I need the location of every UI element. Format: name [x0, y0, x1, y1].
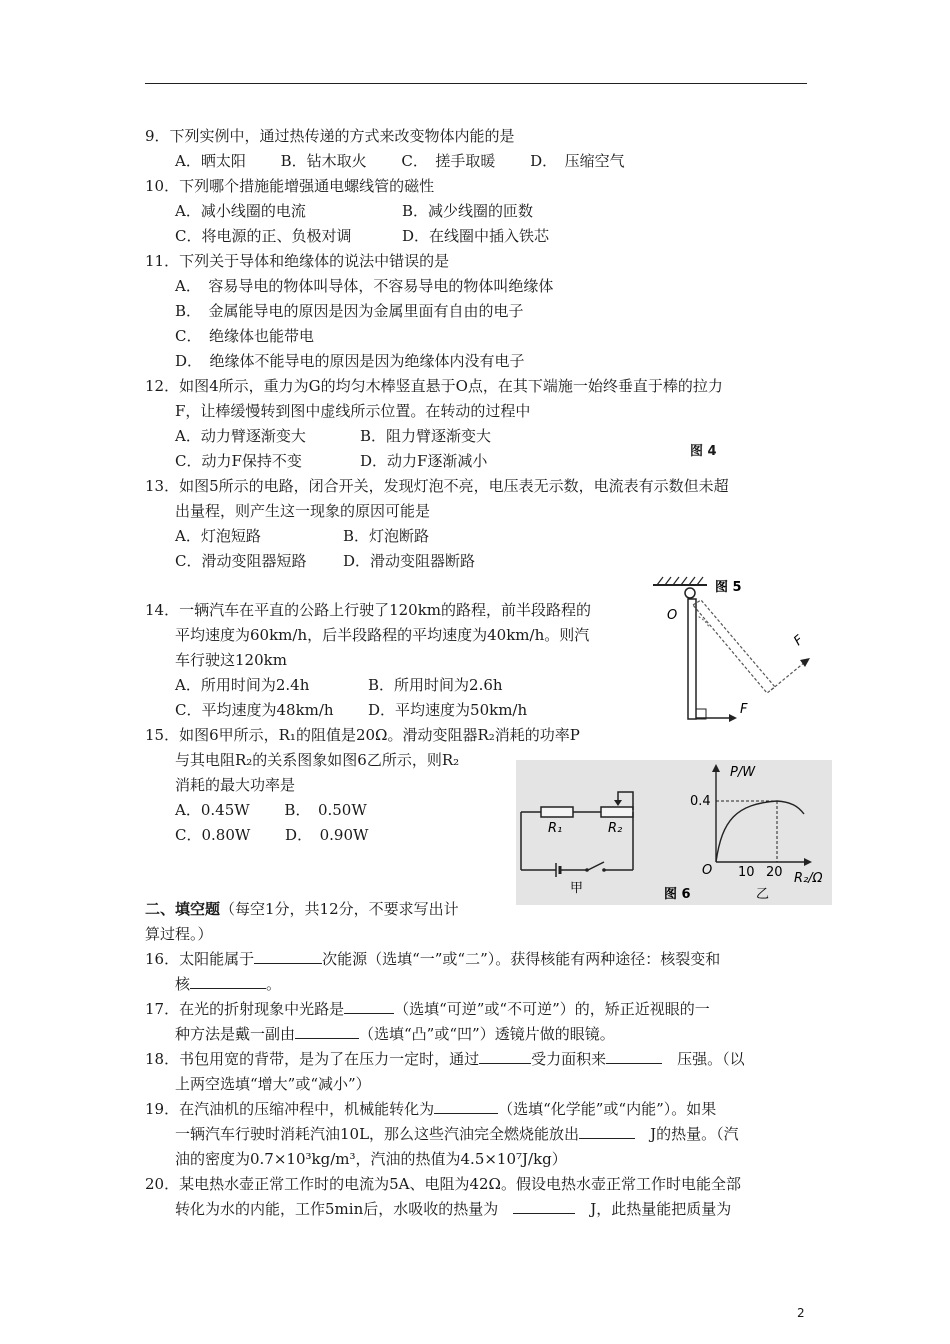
q10-option-d: D．在线圈中插入铁芯 [402, 227, 550, 245]
q16-line-1 [145, 949, 720, 969]
q17-line-1 [145, 999, 710, 1019]
y-axis-label: P/W [730, 765, 756, 780]
q14-option-a: A．所用时间为2.4h [175, 676, 310, 694]
force-f-label-rotated: F [791, 632, 807, 650]
q14-stem-3: 车行驶这120km [175, 651, 287, 669]
q14-stem-1: 14．一辆汽车在平直的公路上行驶了120km的路程，前半段路程的 [145, 601, 592, 619]
q19-line-2 [175, 1124, 739, 1144]
q20-blank-1[interactable] [513, 1199, 575, 1214]
q20-text-b: 转化为水的内能，工作5min后，水吸收的热量为 [175, 1200, 514, 1218]
q14-option-b: B．所用时间为2.6h [368, 676, 503, 694]
x-tick-label-20: 20 [766, 865, 783, 880]
q13-stem-2: 出量程，则产生这一现象的原因可能是 [175, 502, 431, 520]
q11-option-b: B． 金属能导电的原因是因为金属里面有自由的电子 [175, 302, 524, 320]
q20-line-1: 20．某电热水壶正常工作时的电流为5A、电阻为42Ω。假设电热水壶正常工作时电能全部 [145, 1175, 741, 1193]
page-number: 2 [797, 1306, 805, 1320]
q20-text-c: J，此热量能把质量为 [575, 1200, 732, 1218]
q17-line-2 [175, 1024, 615, 1044]
q10-option-c: C．将电源的正、负极对调 [175, 227, 352, 245]
q12-option-c: C．动力F保持不变 [175, 452, 302, 470]
q19-text-a: 19．在汽油机的压缩冲程中，机械能转化为 [145, 1100, 435, 1118]
q12-option-b: B．阻力臂逐渐变大 [360, 427, 492, 445]
q19-blank-2[interactable] [579, 1124, 635, 1139]
q14-option-c: C．平均速度为48km/h [175, 701, 334, 719]
q11-option-c: C． 绝缘体也能带电 [175, 327, 314, 345]
x-axis-label: R₂/Ω [794, 871, 823, 886]
q13-stem-1: 13．如图5所示的电路，闭合开关，发现灯泡不亮，电压表无示数，电流表有示数但未超 [145, 477, 729, 495]
q18-line-1 [145, 1049, 745, 1069]
q9-options: A．晒太阳 B．钻木取火 C． 搓手取暖 D． 压缩空气 [175, 152, 625, 170]
q19-line-1 [145, 1099, 716, 1119]
q18-blank-1[interactable] [479, 1049, 531, 1064]
q18-text-c: 压强。（以 [662, 1050, 745, 1068]
q19-line-3: 油的密度为0.7×10³kg/m³，汽油的热值为4.5×10⁷J/kg） [175, 1150, 567, 1168]
q15-stem-3: 消耗的最大功率是 [175, 776, 296, 794]
r1-label: R₁ [548, 821, 563, 836]
q19-text-b: （选填“化学能”或“内能”）。如果 [498, 1100, 717, 1118]
q10-stem: 10．下列哪个措施能增强通电螺线管的磁性 [145, 177, 435, 195]
q13-option-c: C．滑动变阻器短路 [175, 552, 307, 570]
q16-line-2 [175, 974, 281, 994]
q15-options-cd: C．0.80W D． 0.90W [175, 826, 369, 844]
q16-blank-1[interactable] [254, 949, 322, 964]
q10-option-a: A．减小线圈的电流 [175, 202, 306, 220]
q12-stem-2: F，让棒缓慢转到图中虚线所示位置。在转动的过程中 [175, 402, 531, 420]
figure-4-label: 图 4 [690, 444, 717, 459]
q11-stem: 11．下列关于导体和绝缘体的说法中错误的是 [145, 252, 450, 270]
force-f-label-bottom: F [740, 702, 748, 717]
header-rule [145, 83, 807, 84]
q19-text-c: 一辆汽车行驶时消耗汽油10L，那么这些汽油完全燃烧能放出 [175, 1125, 580, 1143]
section-2-title: 二、填空题 [145, 900, 221, 918]
q9-stem: 9．下列实例中，通过热传递的方式来改变物体内能的是 [145, 127, 515, 145]
point-o-label: O [667, 608, 678, 623]
q12-option-d: D．动力F逐渐减小 [360, 452, 488, 470]
q17-text-d: （选填“凸”或“凹”）透镜片做的眼镜。 [359, 1025, 615, 1043]
q12-stem-1: 12．如图4所示，重力为G的均匀木棒竖直悬于O点，在其下端施一始终垂直于棒的拉力 [145, 377, 723, 395]
q16-text-a: 16．太阳能属于 [145, 950, 255, 968]
figure-5-label: 图 5 [715, 580, 742, 595]
q10-option-b: B．减少线圈的匝数 [402, 202, 534, 220]
q14-stem-2: 平均速度为60km/h，后半段路程的平均速度为40km/h。则汽 [175, 626, 590, 644]
q17-blank-1[interactable] [344, 999, 394, 1014]
q19-blank-1[interactable] [434, 1099, 498, 1114]
q12-option-a: A．动力臂逐渐变大 [175, 427, 306, 445]
figure-6-circuit-and-graph [516, 760, 832, 905]
q13-option-d: D．滑动变阻器断路 [343, 552, 476, 570]
q15-options-ab: A．0.45W B． 0.50W [175, 801, 367, 819]
q16-text-d: 。 [266, 975, 282, 993]
q16-text-c: 核 [175, 975, 191, 993]
q16-blank-2[interactable] [190, 974, 266, 989]
jia-label: 甲 [570, 881, 584, 896]
q16-text-b: 次能源（选填“一”或“二”）。获得核能有两种途径：核裂变和 [322, 950, 721, 968]
q15-stem-2: 与其电阻R₂的关系图象如图6乙所示，则R₂ [175, 751, 460, 769]
figure-6-label: 图 6 [664, 887, 691, 902]
q17-text-a: 17．在光的折射现象中光路是 [145, 1000, 345, 1018]
q11-option-d: D． 绝缘体不能导电的原因是因为绝缘体内没有电子 [175, 352, 525, 370]
q18-text-b: 受力面积来 [531, 1050, 607, 1068]
q13-option-a: A．灯泡短路 [175, 527, 261, 545]
q17-blank-2[interactable] [295, 1024, 359, 1039]
q18-blank-2[interactable] [606, 1049, 662, 1064]
q11-option-a: A． 容易导电的物体叫导体，不容易导电的物体叫绝缘体 [175, 277, 554, 295]
q14-option-d: D．平均速度为50km/h [368, 701, 528, 719]
q19-text-d: J的热量。（汽 [635, 1125, 739, 1143]
y-tick-label: 0.4 [690, 794, 711, 809]
q17-text-c: 种方法是戴一副由 [175, 1025, 296, 1043]
section-2-note-2: 算过程。） [145, 925, 213, 943]
q15-stem-1: 15．如图6甲所示，R₁的阻值是20Ω。滑动变阻器R₂消耗的功率P [145, 726, 580, 744]
r2-label: R₂ [608, 821, 623, 836]
q17-text-b: （选填“可逆”或“不可逆”）的，矫正近视眼的一 [394, 1000, 710, 1018]
q20-line-2 [175, 1199, 731, 1219]
x-tick-label-10: 10 [738, 865, 755, 880]
q13-option-b: B．灯泡断路 [343, 527, 430, 545]
q18-text-a: 18．书包用宽的背带，是为了在压力一定时，通过 [145, 1050, 480, 1068]
yi-label: 乙 [756, 887, 770, 902]
section-2-note-1: （每空1分，共12分，不要求写出计 [220, 900, 459, 918]
figure-5-lever-diagram [645, 575, 830, 725]
q18-line-2: 上两空选填“增大”或“减小”） [175, 1075, 371, 1093]
origin-label: O [702, 863, 713, 878]
section-2-heading-line [145, 899, 459, 919]
